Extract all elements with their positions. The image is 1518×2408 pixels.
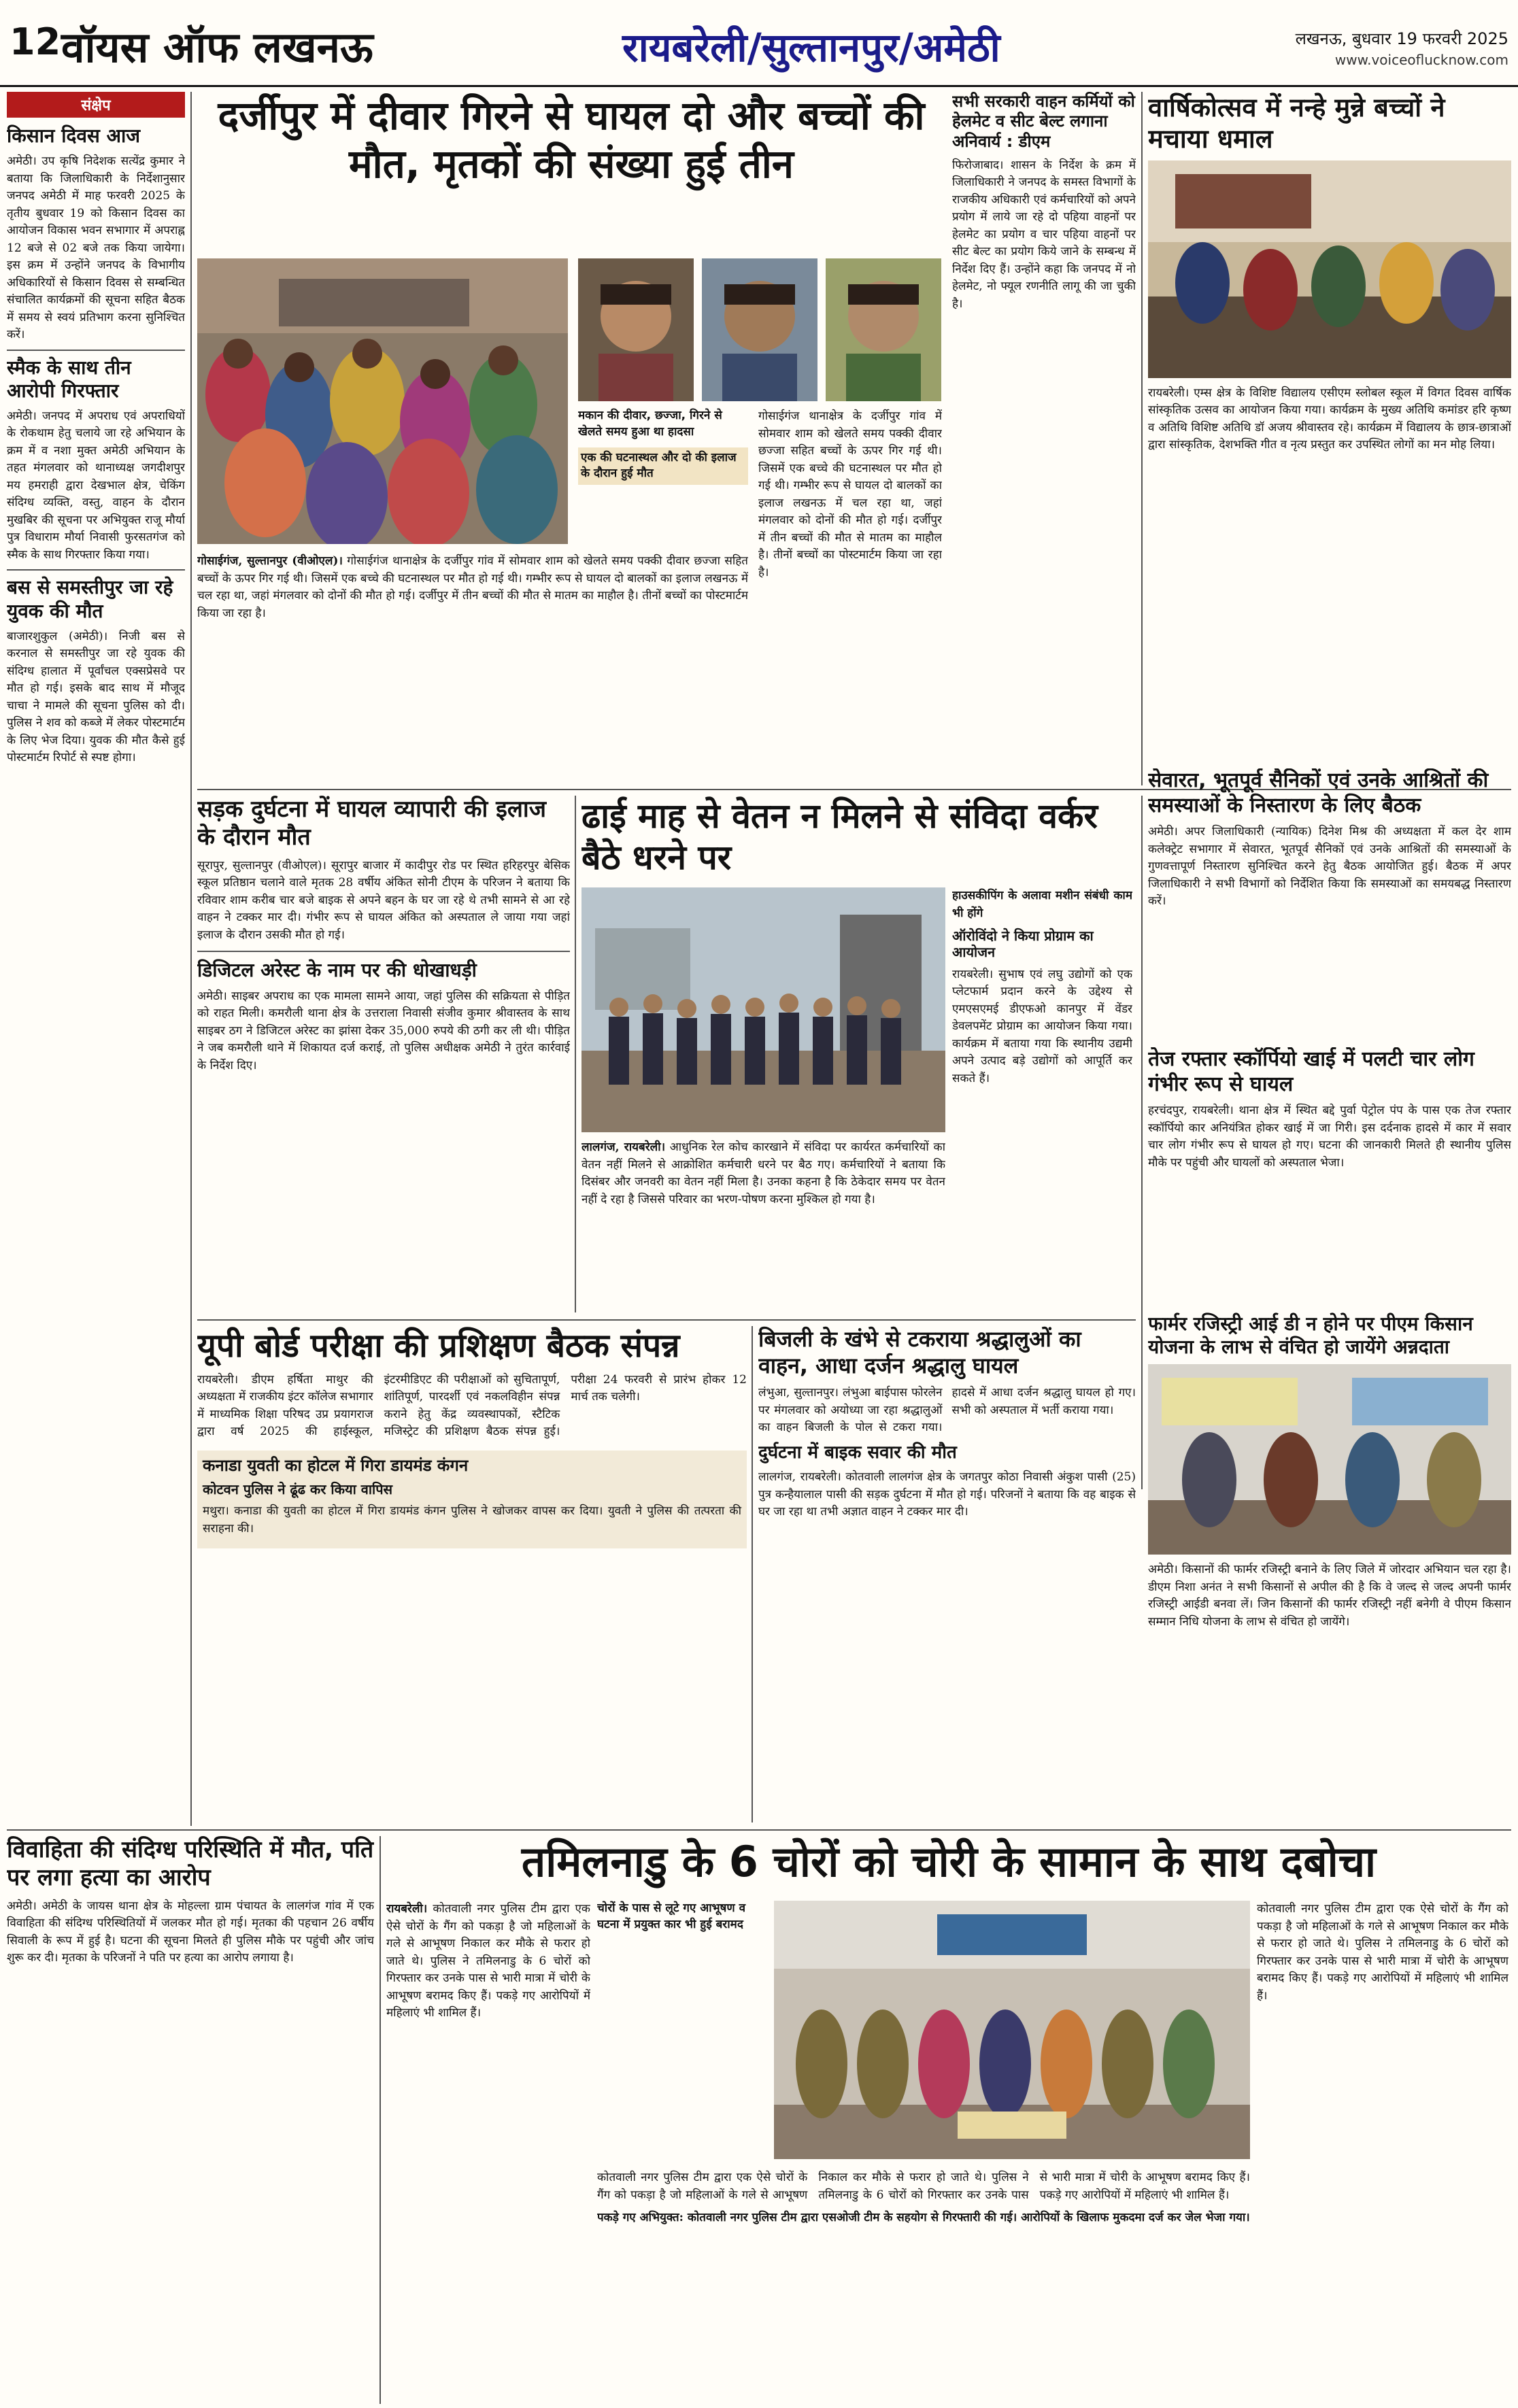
dm-headline: सभी सरकारी वाहन कर्मियों को हेलमेट व सीट बेल्ट लगाना अनिवार्य : डीएम (952, 92, 1135, 151)
farmer-headline: फार्मर रजिस्ट्री आई डी न होने पर पीएम किसान योजना के लाभ से वंचित हो जायेंगे अन्नदाता (1148, 1312, 1473, 1359)
kangan-subhead: कोटवन पुलिस ने ढूंढ कर किया वापिस (203, 1480, 393, 1497)
sidebar-label: संक्षेप (7, 92, 185, 118)
lead-photo-child-2 (702, 258, 817, 401)
digital-arrest-headline: डिजिटल अरेस्ट के नाम पर की धोखाधड़ी (197, 959, 477, 982)
page-number: 12 (10, 20, 61, 63)
thieves-story (386, 1836, 1511, 2404)
brief-body: बाजारशुकुल (अमेठी)। निजी बस से करनाल से समस्तीपुर जा रहे युवक की संदिग्ध हालात में पूर्वांचल एक्सप्रेसवे पर मौत हो गई। इसके बाद साथ में मौजूद चाचा ने मामले की सूचना पुलिस को दी। पुलिस ने शव को कब्जे में लेकर पोस्टमार्टम के लिए भेज दिया। युवक की मौत कैसे हुई पोस्टमार्टम रिपोर्ट से स्पष्ट होगा। (7, 629, 185, 765)
sainik-headline: सेवारत, भूतपूर्व सैनिकों एवं उनके आश्रितों की समस्याओं के निस्तारण के लिए बैठक (1148, 768, 1489, 817)
thieves-arrest-note: पकड़े गए अभियुक्त: कोतवाली नगर पुलिस टीम द्वारा एसओजी टीम के सहयोग से गिरफ्तारी की गई। आरोपियों के खिलाफ मुकदमा दर्ज कर जेल भेजा गया। (597, 2211, 1250, 2224)
lead-headline: दर्जीपुर में दीवार गिरने से घायल दो और बच्चों की मौत, मृतकों की संख्या हुई तीन (218, 92, 925, 187)
kangan-body: मथुरा। कनाडा की युवती का होटल में गिरा डायमंड कंगन पुलिस ने खोजकर वापस कर दिया। युवती ने पुलिस की तत्परता की सराहना की। (203, 1504, 741, 1536)
contract-dateline: लालगंज, रायबरेली। (581, 1140, 666, 1154)
thieves-dateline: रायबरेली। (386, 1902, 428, 1916)
lead-body: गोसाईगंज थानाक्षेत्र के दर्जीपुर गांव में सोमवार शाम को खेलते समय पक्की दीवार छज्जा सहित बच्चों के ऊपर गिर गई थी। जिसमें एक बच्चे की घटनास्थल पर मौत हो गई थी। गम्भीर रूप से घायल दो बालकों का इलाज लखनऊ में चल रहा था, जहां मंगलवार को दोनों की मौत हो गई। दर्जीपुर में तीन बच्चों की मौत से मातम का माहौल है। तीनों बच्चों का पोस्टमार्टम किया जा रहा है। (758, 409, 942, 579)
lead-dateline: गोसाईगंज, सुल्तानपुर (वीओएल)। (197, 554, 343, 568)
farmer-photo (1148, 1364, 1511, 1555)
thieves-col-3 (1257, 1901, 1508, 2401)
annual-headline: वार्षिकोत्सव में नन्हे मुन्ने बच्चों ने मचाया धमाल (1148, 92, 1445, 154)
electric-body: लंभुआ, सुल्तानपुर। लंभुआ बाईपास फोरलेन पर मंगलवार को अयोध्या जा रहा श्रद्धालुओं का वाहन बिजली के पोल से टकरा गया। हादसे में आधा दर्जन श्रद्धालु घायल हो गए। सभी को अस्पताल में भर्ती कराया गया। (758, 1386, 1136, 1435)
scorpio-body: हरचंदपुर, रायबरेली। थाना क्षेत्र में स्थित बद्दे पुर्वा पेट्रोल पंप के पास एक तेज रफ्तार स्कॉर्पियो कार अनियंत्रित होकर खाई में जा गिरी। इस दर्दनाक हादसे में कार में सवार चार लोग गंभीर रूप से घायल हो गए। घटना की जानकारी मिलते ही स्थानीय पुलिस मौके पर पहुंची और घायलों को अस्पताल भेजा। (1148, 1104, 1511, 1170)
photo-caption: चोरों के पास से लूटे गए आभूषण व घटना में प्रयुक्त कार भी हुई बरामद (597, 1901, 746, 1931)
scorpio-headline: तेज रफ्तार स्कॉर्पियो खाई में पलटी चार लोग गंभीर रूप से घायल (1148, 1047, 1474, 1096)
wife-body: अमेठी। अमेठी के जायस थाना क्षेत्र के मोहल्ला ग्राम पंचायत के लालगंज गांव में एक विवाहिता की संदिग्ध परिस्थितियों में जलकर मौत हो गई। मृतका की पहचान 26 वर्षीय सिवाली के रूप में हुई है। घटना की सूचना मिलते ही पुलिस मौके पर पहुंची और जांच शुरू कर दी। मृतका के परिजनों ने पति पर हत्या का आरोप लगाया है। (7, 1899, 374, 1965)
brief-body: अमेठी। जनपद में अपराध एवं अपराधियों के रोकथाम हेतु चलाये जा रहे अभियान के क्रम में व नशा मुक्त अमेठी अभियान के तहत मंगलवार को थानाध्यक्ष जगदीशपुर मय हमराही द्वारा देखभाल क्षेत्र, चेकिंग संदिग्ध व्यक्ति, वस्तु, वाहन के दौरान मुखबिर की सूचना पर अभियुक्त राजू मौर्या पुत्र विधाराम मौर्या निवासी फुरसतगंज को स्मैक के साथ गिरफ्तार किया गया। (7, 409, 185, 562)
training-headline: ऑरोविंदो ने किया प्रोग्राम का आयोजन (952, 928, 1094, 961)
dateline: लखनऊ, बुधवार 19 फरवरी 2025 (1295, 29, 1508, 48)
section-title: रायबरेली/सुल्तानपुर/अमेठी (622, 24, 1000, 71)
paper-name: वॉयस ऑफ लखनऊ (61, 22, 373, 72)
thieves-headline: तमिलनाडु के 6 चोरों को चोरी के सामान के साथ दबोचा (521, 1837, 1377, 1886)
thieves-col-1 (386, 1901, 590, 2401)
trader-headline: सड़क दुर्घटना में घायल व्यापारी की इलाज के दौरान मौत (197, 796, 546, 851)
dm-helmet-story (952, 92, 1136, 785)
brief-title: स्मैक के साथ तीन आरोपी गिरफ्तार (7, 356, 131, 402)
thieves-body: कोतवाली नगर पुलिस टीम द्वारा एक ऐसे चोरों के गैंग को पकड़ा है जो महिलाओं के गले से आभूषण निकाल कर मौके से फरार हो जाते थे। पुलिस ने तमिलनाडु के 6 चोरों को गिरफ्तार कर उनके पास से भारी मात्रा में चोरी के आभूषण बरामद किए हैं। पकड़े गए आरोपियों में महिलाएं भी शामिल हैं। (1257, 1902, 1508, 2003)
electric-headline: बिजली के खंभे से टकराया श्रद्धालुओं का वाहन, आधा दर्जन श्रद्धालु घायल (758, 1326, 1081, 1379)
training-body: रायबरेली। सुभाष एवं लघु उद्योगों को एक प्लेटफार्म प्रदान करने के उद्देश्य से एमएसएमई डीएफओ कानपुर में वेंडर डेवलपमेंट प्रोग्राम का आयोजन किया गया। कार्यक्रम में बताया गया कि स्थानीय उद्यमी अपने उत्पाद बड़े उद्योगों को आपूर्ति कर सकते हैं। (952, 967, 1132, 1085)
sidebar-briefs (7, 92, 185, 1826)
photo-caption: मकान की दीवार, छज्जा, गिरने से खेलते समय हुआ था हादसा (578, 409, 722, 439)
scorpio-story (1148, 1047, 1511, 1306)
sainik-body: अमेठी। अपर जिलाधिकारी (न्यायिक) दिनेश मिश्र की अध्यक्षता में कल देर शाम कलेक्ट्रेट सभागार में सेवारत, भूतपूर्व सैनिकों एवं उनके आश्रितों की समस्याओं के गुणवत्तापूर्ण निस्तारण सुनिश्चित करने हेतु बैठक आयोजित हुई। बैठक में अपर जिलाधिकारी ने सभी विभागों को निर्देशित किया कि समस्याओं का समयबद्ध निस्तारण करें। (1148, 825, 1511, 909)
contract-body: आधुनिक रेल कोच कारखाने में संविदा पर कार्यरत कर्मचारियों का वेतन नहीं मिलने से आक्रोशित कर्मचारी धरने पर बैठ गए। कर्मचारियों ने बताया कि दिसंबर और जनवरी का वेतन नहीं मिला है। उनका कहना है कि ठेकेदार समय पर वेतन नहीं दे रहा है जिससे परिवार का भरण-पोषण करना मुश्किल हो गया है। (581, 1140, 945, 1206)
board-exam-headline: यूपी बोर्ड परीक्षा की प्रशिक्षण बैठक संपन्न (197, 1327, 680, 1365)
contract-headline: ढाई माह से वेतन न मिलने से संविदा वर्कर बैठे धरने पर (581, 796, 1098, 877)
electric-pole-story (758, 1326, 1136, 1822)
board-exam-story (197, 1326, 747, 1822)
kangan-headline: कनाडा युवती का होटल में गिरा डायमंड कंगन (203, 1455, 469, 1475)
lead-body: गोसाईगंज थानाक्षेत्र के दर्जीपुर गांव में सोमवार शाम को खेलते समय पक्की दीवार छज्जा सहित बच्चों के ऊपर गिर गई थी। जिसमें एक बच्चे की घटनास्थल पर मौत हो गई थी। गम्भीर रूप से घायल दो बालकों का इलाज लखनऊ में चल रहा था, जहां मंगलवार को दोनों की मौत हो गई। दर्जीपुर में तीन बच्चों की मौत से मातम का माहौल है। तीनों बच्चों का पोस्टमार्टम किया जा रहा है। (197, 554, 748, 620)
annual-function-story (1148, 92, 1511, 758)
annual-photo (1148, 160, 1511, 378)
farmer-body: अमेठी। किसानों की फार्मर रजिस्ट्री बनाने के लिए जिले में जोरदार अभियान चल रहा है। डीएम निशा अनंत ने सभी किसानों से अपील की है कि वे जल्द से जल्द अपनी फार्मर रजिस्ट्री आईडी बनवा लें। जिन किसानों की फार्मर रजिस्ट्री नहीं बनेगी वे पीएम किसान सम्मान निधि योजना के लाभ से वंचित हो जायेंगे। (1148, 1563, 1511, 1629)
board-exam-body: रायबरेली। डीएम हर्षिता माथुर की अध्यक्षता में राजकीय इंटर कॉलेज सभागार में माध्यमिक शिक्षा परिषद उप्र प्रयागराज द्वारा वर्ष 2025 की हाईस्कूल, इंटरमीडिएट की परीक्षाओं को सुचितापूर्ण, शांतिपूर्ण, पारदर्शी एवं नकलविहीन संपन्न कराने हेतु केंद्र व्यवस्थापकों, स्टैटिक मजिस्ट्रेट की प्रशिक्षण बैठक संपन्न हुई। परीक्षा 24 फरवरी से प्रारंभ होकर 12 मार्च तक चलेगी। (197, 1372, 747, 1439)
brief-title: किसान दिवस आज (7, 124, 140, 147)
lead-story (197, 92, 945, 785)
photo-caption: एक की घटनास्थल और दो की इलाज के दौरान हुई मौत (578, 447, 748, 486)
dm-body: फिरोजाबाद। शासन के निर्देश के क्रम में जिलाधिकारी ने जनपद के समस्त विभागों के राजकीय अधिकारी एवं कर्मचारियों को अपने प्रयोग में लाये जा रहे दो पहिया वाहनों पर हेलमेट का प्रयोग व चार पहिया वाहनों पर सीट बेल्ट का प्रयोग किये जाने के सम्बन्ध में निर्देश दिए हैं। उन्होंने कहा कि जनपद में नो हेलमेट, नो फ्यूल रणनीति लागू की जा चुकी है। (952, 158, 1136, 311)
training-subhead: हाउसकीपिंग के अलावा मशीन संबंधी काम भी होंगे (952, 889, 1132, 920)
contract-photo (581, 887, 945, 1132)
training-story (952, 887, 1132, 1309)
lead-photo-child-3 (826, 258, 941, 401)
lead-body-right (758, 408, 942, 782)
sainik-story (1148, 768, 1511, 1040)
wife-death-story (7, 1836, 374, 2404)
brief-body: अमेठी। उप कृषि निदेशक सत्येंद्र कुमार ने बताया कि जिलाधिकारी के निर्देशानुसार जनपद अमेठी में माह फरवरी 2025 के तृतीय बुधवार 19 को किसान दिवस का आयोजन विकास भवन सभागार में अपराह्न 12 बजे से 02 बजे तक किया जायेगा। इस क्रम में उन्होंने जनपद के विभागीय अधिकारियों से किसान दिवस से सम्बन्धित संचालित कार्यक्रमों की सूचना सहित बैठक में समय से स्वयं प्रतिभाग करना सुनिश्चित करें। (7, 154, 185, 342)
brief-title: बस से समस्तीपुर जा रहे युवक की मौत (7, 576, 173, 622)
trader-accident-story (197, 796, 570, 1312)
contract-workers-story (581, 796, 1132, 1312)
website: www.voiceoflucknow.com (1334, 52, 1508, 68)
digital-arrest-body: अमेठी। साइबर अपराध का एक मामला सामने आया, जहां पुलिस की सक्रियता से पीड़ित को राहत मिली। कमरौली थाना क्षेत्र के उत्तराला निवासी संजीव कुमार श्रीवास्तव के साथ साइबर ठग ने डिजिटल अरेस्ट का झांसा देकर 35,000 रुपये की ठगी कर ली थी। पीड़ित ने जब कमरौली थाने में शिकायत दर्ज कराई, तो पुलिस अधीक्षक अमेठी ने तुरंत कार्रवाई के निर्देश दिए। (197, 989, 570, 1072)
thieves-body: कोतवाली नगर पुलिस टीम द्वारा एक ऐसे चोरों के गैंग को पकड़ा है जो महिलाओं के गले से आभूषण निकाल कर मौके से फरार हो जाते थे। पुलिस ने तमिलनाडु के 6 चोरों को गिरफ्तार कर उनके पास से भारी मात्रा में चोरी के आभूषण बरामद किए हैं। पकड़े गए आरोपियों में महिलाएं भी शामिल हैं। (386, 1902, 590, 2020)
trader-body: सूरापुर, सुल्तानपुर (वीओएल)। सूरापुर बाजार में कादीपुर रोड पर स्थित हरिहरपुर बेसिक स्कूल प्रतिष्ठान चलाने वाले मृतक 28 वर्षीय अंकित सोनी टीएम के परिजन ने बताया कि रविवार शाम करीब चार बजे बाइक से अपने बहन के घर जा रहे थे तभी सामने से आ रहे वाहन ने टक्कर मार दी। गंभीर रूप से घायल अंकित को अस्पताल ले जाया गया जहां इलाज के दौरान उसकी मौत हो गई। (197, 858, 570, 942)
thieves-caption-box (597, 1901, 767, 2010)
farmer-story (1148, 1312, 1511, 1822)
bike-accident-headline: दुर्घटना में बाइक सवार की मौत (758, 1442, 957, 1463)
lead-photo-crowd (197, 258, 568, 544)
lead-captions (578, 408, 748, 544)
bike-accident-body: लालगंज, रायबरेली। कोतवाली लालगंज क्षेत्र के जगतपुर कोठा निवासी अंकुश पासी (25) पुत्र कन्हैयालाल पासी की सड़क दुर्घटना में मौत हो गई। परिजनों ने बताया कि वह बाइक से घर जा रहा था तभी अज्ञात वाहन ने टक्कर मार दी। (758, 1470, 1136, 1519)
thieves-bottom-text (597, 2169, 1250, 2401)
masthead (0, 0, 1518, 87)
wife-headline: विवाहिता की संदिग्ध परिस्थिति में मौत, पति पर लगा हत्या का आरोप (7, 1836, 374, 1892)
lead-body-bottom (197, 553, 748, 784)
contract-text-left (581, 1139, 945, 1309)
annual-body: रायबरेली। एम्स क्षेत्र के विशिष्ट विद्यालय एसीएम स्लोबल स्कूल में विगत दिवस वार्षिक सांस्कृतिक उत्सव का आयोजन किया गया। कार्यक्रम के मुख्य अतिथि कमांडर हरि कृष्ण व अतिथि विशिष्ट अतिथि डॉ अजय श्रीवास्तव रहे। कार्यक्रम में विद्यालय के छात्र-छात्राओं द्वारा सांस्कृतिक, देशभक्ति गीत व नृत्य प्रस्तुत कर उपस्थित लोगों का मन मोह लिया। (1148, 386, 1511, 452)
lead-photo-child-1 (578, 258, 694, 401)
thieves-photo (774, 1901, 1250, 2159)
kangan-story (197, 1451, 747, 1549)
thieves-body: कोतवाली नगर पुलिस टीम द्वारा एक ऐसे चोरों के गैंग को पकड़ा है जो महिलाओं के गले से आभूषण निकाल कर मौके से फरार हो जाते थे। पुलिस ने तमिलनाडु के 6 चोरों को गिरफ्तार कर उनके पास से भारी मात्रा में चोरी के आभूषण बरामद किए हैं। पकड़े गए आरोपियों में महिलाएं भी शामिल हैं। (597, 2171, 1250, 2202)
